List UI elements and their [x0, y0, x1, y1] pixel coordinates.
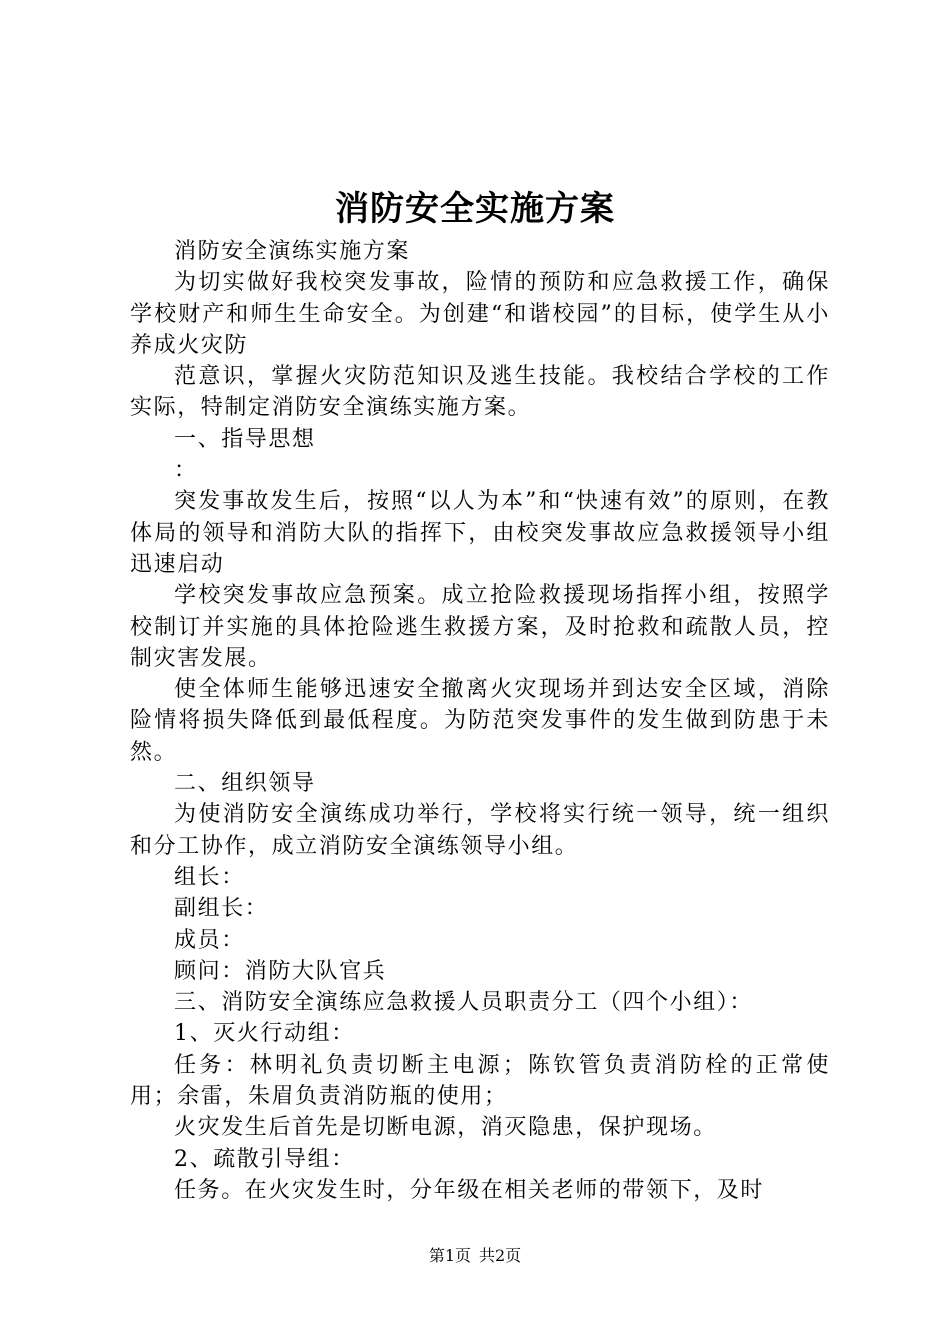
- page-footer: [0, 1246, 950, 1266]
- page-total: 共2页: [479, 1246, 522, 1265]
- paragraph: 为使消防安全演练成功举行，学校将实行统一领导，统一组织和分工协作，成立消防安全演练领导小组。: [130, 802, 830, 859]
- paragraph: 学校突发事故应急预案。成立抢险救援现场指挥小组，按照学校制订并实施的具体抢险逃生救援方案，及时抢救和疏散人员，控制灾害发展。: [130, 583, 830, 671]
- paragraph: 突发事故发生后，按照“以人为本”和“快速有效”的原则，在教体局的领导和消防大队的指挥下，由校突发事故应急救援领导小组迅速启动: [130, 489, 830, 577]
- document-title: 消防安全实施方案: [335, 189, 615, 229]
- paragraph: 消防安全演练实施方案: [174, 239, 411, 264]
- paragraph: 任务：林明礼负责切断主电源；陈钦管负责消防栓的正常使用；余雷，朱眉负责消防瓶的使用；: [130, 1052, 830, 1110]
- subsection-heading: 2、疏散引导组：: [174, 1146, 355, 1172]
- paragraph: 组长：: [174, 864, 245, 890]
- document-body: [130, 236, 830, 1206]
- paragraph: 顾问：消防大队官兵: [174, 958, 387, 984]
- paragraph: 火灾发生后首先是切断电源，消灭隐患，保护现场。: [174, 1115, 717, 1141]
- subsection-heading: 1、灭火行动组：: [174, 1021, 355, 1047]
- paragraph: 成员：: [174, 927, 245, 953]
- section-heading: 一、指导思想: [174, 426, 316, 452]
- section-heading: 三、消防安全演练应急救援人员职责分工（四个小组）：: [174, 990, 754, 1016]
- page-number: 第1页: [428, 1246, 471, 1265]
- paragraph: 为切实做好我校突发事故，险情的预防和应急救援工作，确保学校财产和师生生命安全。为创建“和谐校园”的目标，使学生从小养成火灾防: [130, 270, 830, 358]
- paragraph: 任务。在火灾发生时，分年级在相关老师的带领下，及时: [174, 1177, 765, 1203]
- paragraph: 范意识，掌握火灾防范知识及逃生技能。我校结合学校的工作实际，特制定消防安全演练实施方案。: [130, 364, 830, 421]
- paragraph: 使全体师生能够迅速安全撤离火灾现场并到达安全区域，消除险情将损失降低到最低程度。为防范突发事件的发生做到防患于未然。: [130, 677, 830, 765]
- section-heading: 二、组织领导: [174, 771, 316, 797]
- paragraph: ：: [174, 458, 198, 484]
- paragraph: 副组长：: [174, 896, 269, 922]
